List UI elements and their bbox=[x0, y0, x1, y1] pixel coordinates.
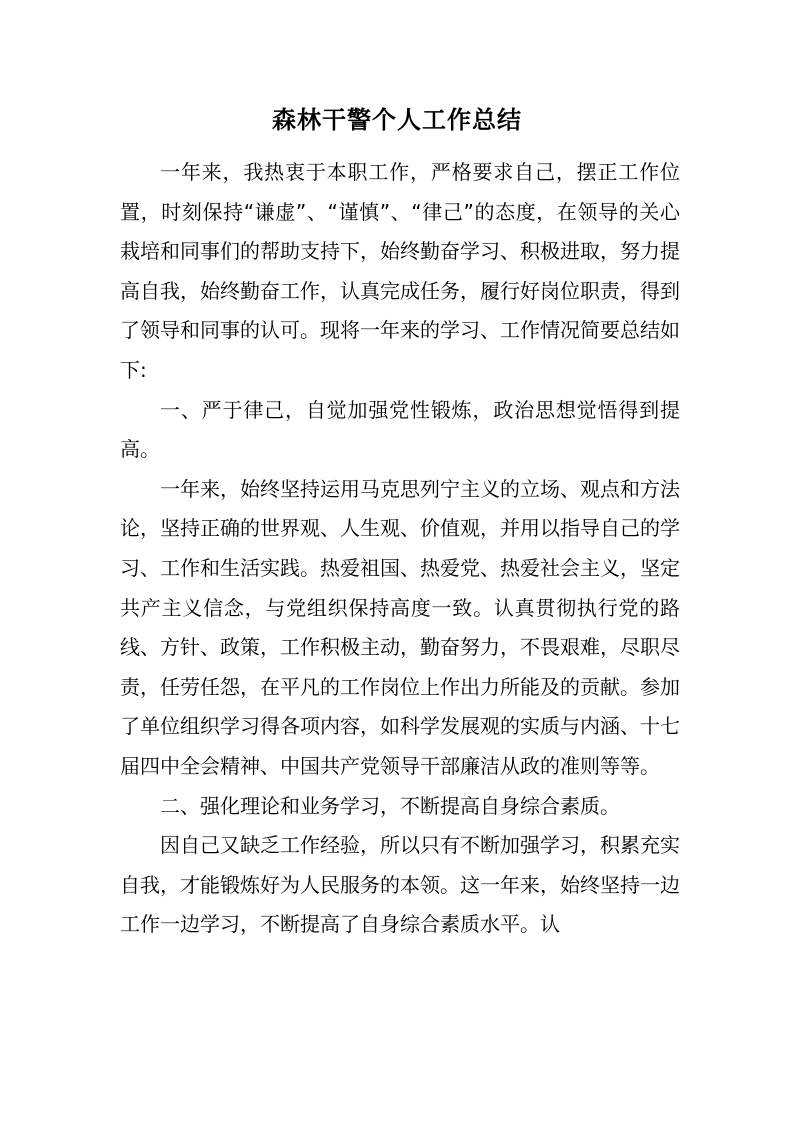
intro-paragraph: 一年来，我热衷于本职工作，严格要求自己，摆正工作位置，时刻保持“谦虚”、“谨慎”、“律己”的态度，在领导的关心栽培和同事们的帮助支持下，始终勤奋学习、积极进取，努力提高自我，始终勤奋工作，认真完成任务，履行好岗位职责，得到了领导和同事的认可。现将一年来的学习、工作情况简要总结如下: bbox=[120, 160, 680, 382]
document-title: 森林干警个人工作总结 bbox=[272, 106, 522, 134]
section-heading-2: 二、强化理论和业务学习，不断提高自身综合素质。 bbox=[160, 793, 620, 818]
section-1-paragraph: 一年来，始终坚持运用马克思列宁主义的立场、观点和方法论，坚持正确的世界观、人生观、价值观，并用以指导自己的学习、工作和生活实践。热爱祖国、热爱党、热爱社会主义，坚定共产主义信念，与党组织保持高度一致。认真贯彻执行党的路线、方针、政策，工作积极主动，勤奋努力，不畏艰难，尽职尽责，任劳任怨，在平凡的工作岗位上作出力所能及的贡献。参加了单位组织学习得各项内容，如科学发展观的实质与内涵、十七届四中全会精神、中国共产党领导干部廉洁从政的准则等等。 bbox=[120, 476, 680, 778]
section-heading-1: 一、严于律己，自觉加强党性锻炼，政治思想觉悟得到提高。 bbox=[120, 397, 680, 462]
document-body bbox=[120, 153, 680, 945]
section-2-paragraph: 因自己又缺乏工作经验，所以只有不断加强学习，积累充实自我，才能锻炼好为人民服务的本领。这一年来，始终坚持一边工作一边学习，不断提高了自身综合素质水平。认 bbox=[120, 833, 680, 937]
